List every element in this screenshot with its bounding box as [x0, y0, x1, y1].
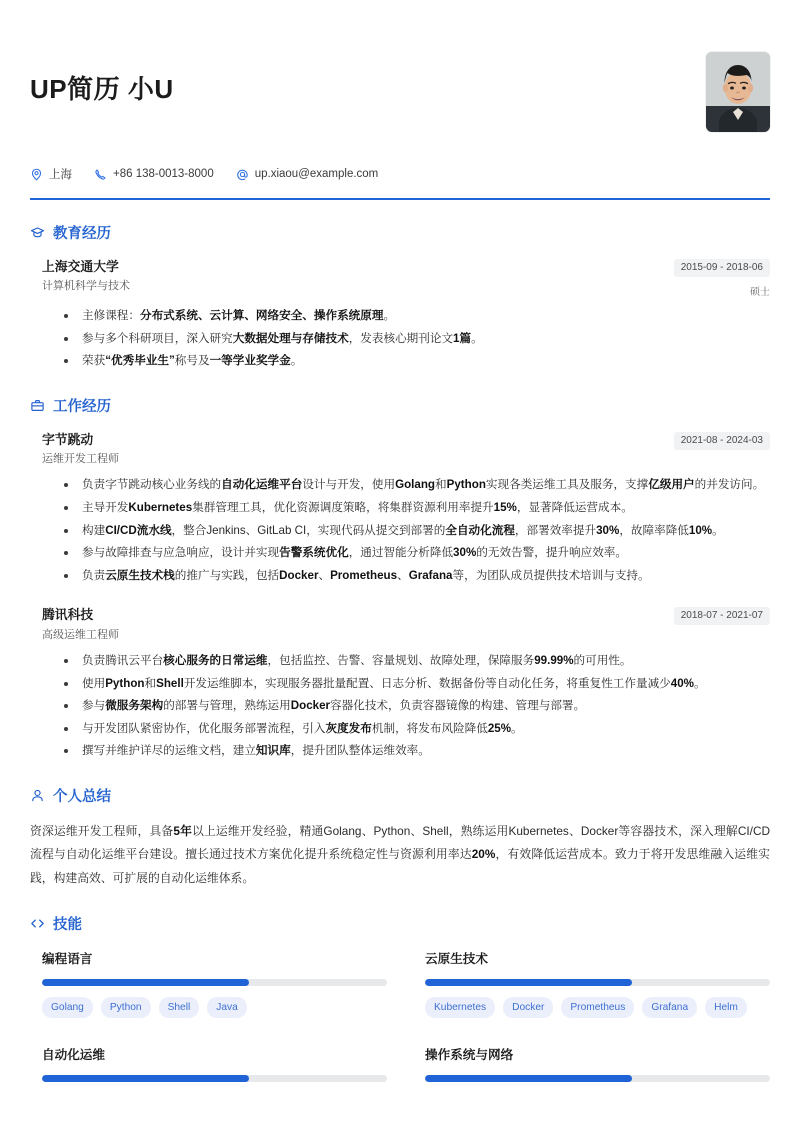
- email-at-icon: [236, 168, 249, 181]
- avatar: [706, 52, 770, 132]
- job-title: 高级运维工程师: [42, 628, 119, 641]
- skill-name: 操作系统与网络: [425, 1047, 514, 1062]
- skill-tag: Python: [101, 997, 151, 1018]
- list-item: 负责云原生技术栈的推广与实践，包括Docker、Prometheus、Grafana等，为团队成员提供技术培训与支持。: [64, 565, 770, 588]
- skill-tag: Shell: [159, 997, 200, 1018]
- skill-tags: [42, 997, 387, 1018]
- education-entry-head: [42, 257, 770, 298]
- skill-item: [42, 948, 387, 1018]
- work-entry-head: [42, 605, 770, 643]
- work-bullets: [42, 650, 770, 763]
- skill-progress-bar: [425, 979, 770, 986]
- location-pin-icon: [30, 168, 43, 181]
- work-entry-main: [42, 430, 119, 468]
- skill-name: 编程语言: [42, 951, 93, 966]
- skill-progress-bar: [42, 979, 387, 986]
- skill-progress-fill: [42, 1075, 249, 1082]
- briefcase-icon: [30, 398, 45, 413]
- skill-name: 云原生技术: [425, 951, 488, 966]
- list-item: 荣获“优秀毕业生”称号及一等学业奖学金。: [64, 350, 770, 373]
- section-title-work: [30, 395, 770, 416]
- section-work: [30, 395, 770, 763]
- skill-item: [42, 1044, 387, 1093]
- list-item: 构建CI/CD流水线，整合Jenkins、GitLab CI，实现代码从提交到部署的全自动化流程，部署效率提升30%，故障率降低10%。: [64, 520, 770, 543]
- major-name: 计算机科学与技术: [42, 280, 130, 293]
- header-divider: [30, 198, 770, 200]
- work-entry-meta: [660, 430, 770, 450]
- list-item: 负责腾讯云平台核心服务的日常运维，包括监控、告警、容量规划、故障处理，保障服务99.99%的可用性。: [64, 650, 770, 673]
- skill-tag: Helm: [705, 997, 747, 1018]
- skill-tag: Docker: [503, 997, 553, 1018]
- education-entry-meta: [660, 257, 770, 298]
- date-badge: 2021-08 - 2024-03: [674, 432, 770, 450]
- section-skills: [30, 913, 770, 1093]
- education-bullets: [42, 305, 770, 373]
- section-title-skills: [30, 913, 770, 934]
- list-item: 参与故障排查与应急响应，设计并实现告警系统优化，通过智能分析降低30%的无效告警，提升响应效率。: [64, 542, 770, 565]
- list-item: 参与多个科研项目，深入研究大数据处理与存储技术，发表核心期刊论文1篇。: [64, 328, 770, 351]
- skills-grid: [42, 948, 770, 1093]
- skill-tag: Prometheus: [561, 997, 634, 1018]
- skill-item: [425, 1044, 770, 1093]
- section-label: 工作经历: [53, 398, 111, 415]
- skill-name: 自动化运维: [42, 1047, 105, 1062]
- work-entry-main: [42, 605, 119, 643]
- contact-email: [236, 168, 379, 181]
- phone-icon: [94, 168, 107, 181]
- skill-tag: Kubernetes: [425, 997, 495, 1018]
- contact-bar: [30, 166, 770, 182]
- list-item: 主导开发Kubernetes集群管理工具，优化资源调度策略，将集群资源利用率提升15%，显著降低运营成本。: [64, 497, 770, 520]
- list-item: 参与微服务架构的部署与管理，熟练运用Docker容器化技术，负责容器镜像的构建、管理与部署。: [64, 695, 770, 718]
- section-title-summary: [30, 785, 770, 806]
- work-bullets: [42, 474, 770, 587]
- company-name: 字节跳动: [42, 431, 94, 447]
- graduation-cap-icon: [30, 225, 45, 240]
- skill-item: [425, 948, 770, 1018]
- school-name: 上海交通大学: [42, 259, 119, 274]
- skill-progress-fill: [425, 1075, 632, 1082]
- date-badge: 2015-09 - 2018-06: [674, 259, 770, 277]
- section-title-education: [30, 222, 770, 243]
- company-name: 腾讯科技: [42, 607, 94, 623]
- list-item: 使用Python和Shell开发运维脚本，实现服务器批量配置、日志分析、数据备份等自动化任务，将重复性工作量减少40%。: [64, 673, 770, 696]
- section-summary: [30, 785, 770, 891]
- section-education: [30, 222, 770, 373]
- skill-tag: Grafana: [642, 997, 697, 1018]
- skill-tag: Golang: [42, 997, 93, 1018]
- section-label: 个人总结: [53, 788, 111, 805]
- resume-header: [30, 0, 770, 132]
- skill-progress-fill: [42, 979, 249, 986]
- list-item: 撰写并维护详尽的运维文档，建立知识库，提升团队整体运维效率。: [64, 740, 770, 763]
- work-entry-meta: [660, 605, 770, 625]
- skill-tag: Java: [207, 997, 247, 1018]
- header-left: [30, 52, 174, 105]
- person-icon: [30, 788, 45, 803]
- contact-email-text: up.xiaou@example.com: [254, 168, 379, 180]
- code-brackets-icon: [30, 916, 45, 931]
- list-item: 负责字节跳动核心业务线的自动化运维平台设计与开发，使用Golang和Python实现各类运维工具及服务，支撑亿级用户的并发访问。: [64, 474, 770, 497]
- page-title: UP简历 小U: [30, 74, 174, 104]
- skill-progress-fill: [425, 979, 632, 986]
- section-label: 技能: [53, 916, 82, 933]
- education-entry: [42, 257, 770, 373]
- contact-phone-text: +86 138-0013-8000: [113, 168, 214, 180]
- contact-phone: [94, 168, 214, 181]
- skill-tags: [425, 997, 770, 1018]
- skill-progress-bar: [425, 1075, 770, 1082]
- date-badge: 2018-07 - 2021-07: [674, 607, 770, 625]
- contact-location: [30, 166, 72, 182]
- education-entry-main: [42, 257, 130, 295]
- contact-location-text: 上海: [49, 169, 72, 181]
- work-entry: [42, 430, 770, 588]
- list-item: 与开发团队紧密协作，优化服务部署流程，引入灰度发布机制，将发布风险降低25%。: [64, 718, 770, 741]
- degree-label: 硕士: [750, 287, 770, 298]
- section-label: 教育经历: [53, 226, 111, 242]
- work-entry-head: [42, 430, 770, 468]
- skill-progress-bar: [42, 1075, 387, 1082]
- work-entry: [42, 605, 770, 763]
- summary-text: 资深运维开发工程师，具备5年以上运维开发经验，精通Golang、Python、Shell，熟练运用Kubernetes、Docker等容器技术，深入理解CI/CD流程与自动化运维平台建设。擅长通过技术方案优化提升系统稳定性与资源利用率达20%，有效降低运营成本。致力于将开发思维融入运维实践，构建高效、可扩展的自动化运维体系。: [30, 823, 770, 886]
- list-item: 主修课程：分布式系统、云计算、网络安全、操作系统原理。: [64, 305, 770, 328]
- job-title: 运维开发工程师: [42, 452, 119, 465]
